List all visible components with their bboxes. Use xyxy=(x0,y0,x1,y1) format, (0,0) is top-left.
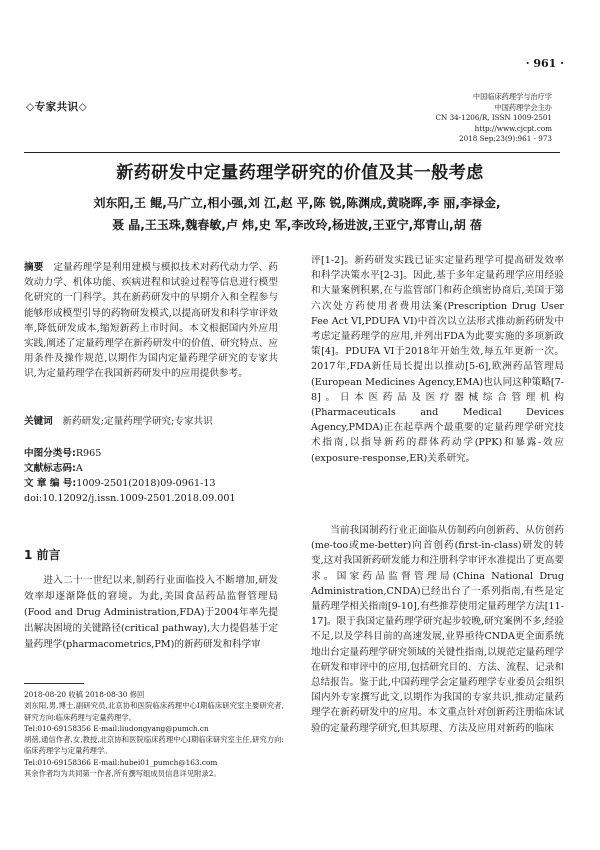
footnote-rule xyxy=(24,683,84,684)
journal-sponsor: 中国药理学会主办 xyxy=(494,102,552,112)
intro-paragraph xyxy=(24,573,278,653)
article-meta xyxy=(24,446,278,506)
clc-value: R965 xyxy=(75,448,102,459)
footnote-first-author: 刘东阳,男,博士,副研究员,北京协和医院临床药理中心Ⅰ期临床研究室主要研究者,研究方向:临床药理与定量药理学。 xyxy=(24,701,284,722)
doi-value[interactable]: 10.12092/j.issn.1009-2501.2018.09.001 xyxy=(42,493,236,504)
doc-code-label: 文献标志码: xyxy=(24,463,76,474)
footnotes xyxy=(24,689,284,779)
section-heading: 1 前言 xyxy=(24,548,61,562)
body-paragraph xyxy=(311,253,564,466)
keywords-label: 关键词 xyxy=(24,416,53,427)
journal-issn: CN 34-1206/R, ISSN 1009-2501 xyxy=(435,113,552,123)
abstract-text: 定量药理学是利用建模与模拟技术对药代动力学、药效动力学、机体功能、疾病进程和试验过程等信息进行模型化研究的一门科学。其在新药研发中的早期介入和全程参与能够形成模型引导的药物研发模式,以提高研发和科学审评效率,降低研发成本,缩短新药上市时间。本文根据国内外应用实践,阐述了定量药理学在新药研发中的价值、研究特点、应用条件及操作规范,以期作为国内定量药理学研究的专家共识,为定量药理学在我国新药研发中的应用提供参考。 xyxy=(24,262,279,380)
author-list xyxy=(30,192,564,236)
footnote-contact: Tel:010-69158366 E-mail:hubei01_pumch@163.com xyxy=(24,757,218,767)
journal-issue: 2018 Sep;23(9):961 - 973 xyxy=(459,134,552,144)
article-no-value: 1009-2501(2018)09-0961-13 xyxy=(76,478,216,489)
doi-label: doi: xyxy=(24,493,43,504)
clc-label: 中图分类号: xyxy=(24,448,76,459)
header-rule xyxy=(24,152,560,153)
abstract xyxy=(24,260,278,382)
body-paragraph xyxy=(311,523,564,736)
article-title: 新药研发中定量药理学研究的价值及其一般考虑 xyxy=(116,163,484,183)
body-paragraph-text: 评[1-2]。新药研发实践已证实定量药理学可提高研发效率和科学决策水平[2-3]。因此,基于多年定量药理学应用经验和大量案例积累,在与监管部门和药企缜密协商后,美国于第六次处方药使用者费用法案(Prescription Drug User Fee Act VI,PDUFA VI)中首次以立法形式推动新药研发中考虑定量药理学的应用,并列出FDA为此要实施的多项新政策[4]。PDUFA VI于2018年开始生效,每五年更新一次。2017年,FDA新任局长提出以推动[5-6],欧洲药品管理局(European Medicines Agency,EMA)也认同这种策略[7-8]。日本医药品及医疗器械综合管理机构(Pharmaceuticals and Medical Devices Agency,PMDA)正在起草两个最重要的定量药理学研究技术指南,以指导新药的群体药动学(PPK)和暴露-效应(exposure-response,ER)关系研究。 xyxy=(311,255,564,464)
doc-code-value: A xyxy=(75,463,83,474)
footnote-corresponding: 胡蓓,通信作者,女,教授,北京协和医院临床药理中心Ⅰ期临床研究室主任,研究方向:临床药理学与定量药理学。 xyxy=(24,735,284,756)
keywords-text: 新药研发;定量药理学研究;专家共识 xyxy=(62,416,213,427)
journal-info xyxy=(436,92,553,145)
journal-name: 中国临床药理学与治疗学 xyxy=(472,92,552,101)
author-line: 刘东阳,王 鲲,马广立,相小强,刘 江,赵 平,陈 锐,陈渊成,黄晓晖,李 丽,李禄金, xyxy=(93,196,501,210)
author-line: 聂 晶,王玉珠,魏春敏,卢 炜,史 军,李改玲,杨进波,王亚宁,郑青山,胡 蓓 xyxy=(112,218,482,232)
section-tag: ◇专家共识◇ xyxy=(26,101,88,113)
abstract-label: 摘要 xyxy=(24,262,44,273)
article-no-label: 文 章 编 号: xyxy=(24,478,77,489)
footnote-coauthors: 其余作者均为共同第一作者,所有撰写组成员信息详见附录2。 xyxy=(24,769,221,779)
page-number: · 961 · xyxy=(525,57,564,70)
intro-paragraph-text: 进入二十一世纪以来,制药行业面临投入不断增加,研发效率却逐渐降低的窘境。为此,美国食品药品监督管理局(Food and Drug Administration,FDA)于2004年率先提出解决困境的关键路径(critical pathway),大力提倡基于定量药理学(pharmacometrics,PM)的新药研发和科学审 xyxy=(24,575,278,650)
journal-url[interactable]: http://www.cjcpt.com xyxy=(474,123,552,133)
keywords xyxy=(24,414,278,429)
footnote-dates: 2018-08-20 收稿 2018-08-30 修回 xyxy=(24,690,145,699)
footnote-contact: Tel:010-69158356 E-mail:liudongyang@pumch.cn xyxy=(24,723,209,733)
body-paragraph-text: 当前我国制药行业正面临从仿制药向创新药、从仿创药(me-too或me-better)向首创药(first-in-class)研发的转变,这对我国新药研发能力和注册科学审评水准提出了更高要求。国家药品监督管理局(China National Drug Administration,CNDA)已经出台了一系列指南,有些是定量药理学相关指南[9-10],有些推荐使用定量药理学方法[11-17]。限于我国定量药理学研究起步较晚,研究案例不多,经验不足,以及学科目前的高速发展,业界亟待CNDA更全面系统地出台定量药理学研究领域的关键性指南,以规范定量药理学在研发和审评中的应用,包括研究目的、方法、流程、记录和总结报告。鉴于此,中国药理学会定量药理学专业委员会组织国内外专家撰写此文,以期作为我国的专家共识,推动定量药理学在新药研发中的应用。本文重点针对创新药注册临床试验的定量药理学研究,但其原理、方法及应用对新药的临床 xyxy=(311,525,564,734)
